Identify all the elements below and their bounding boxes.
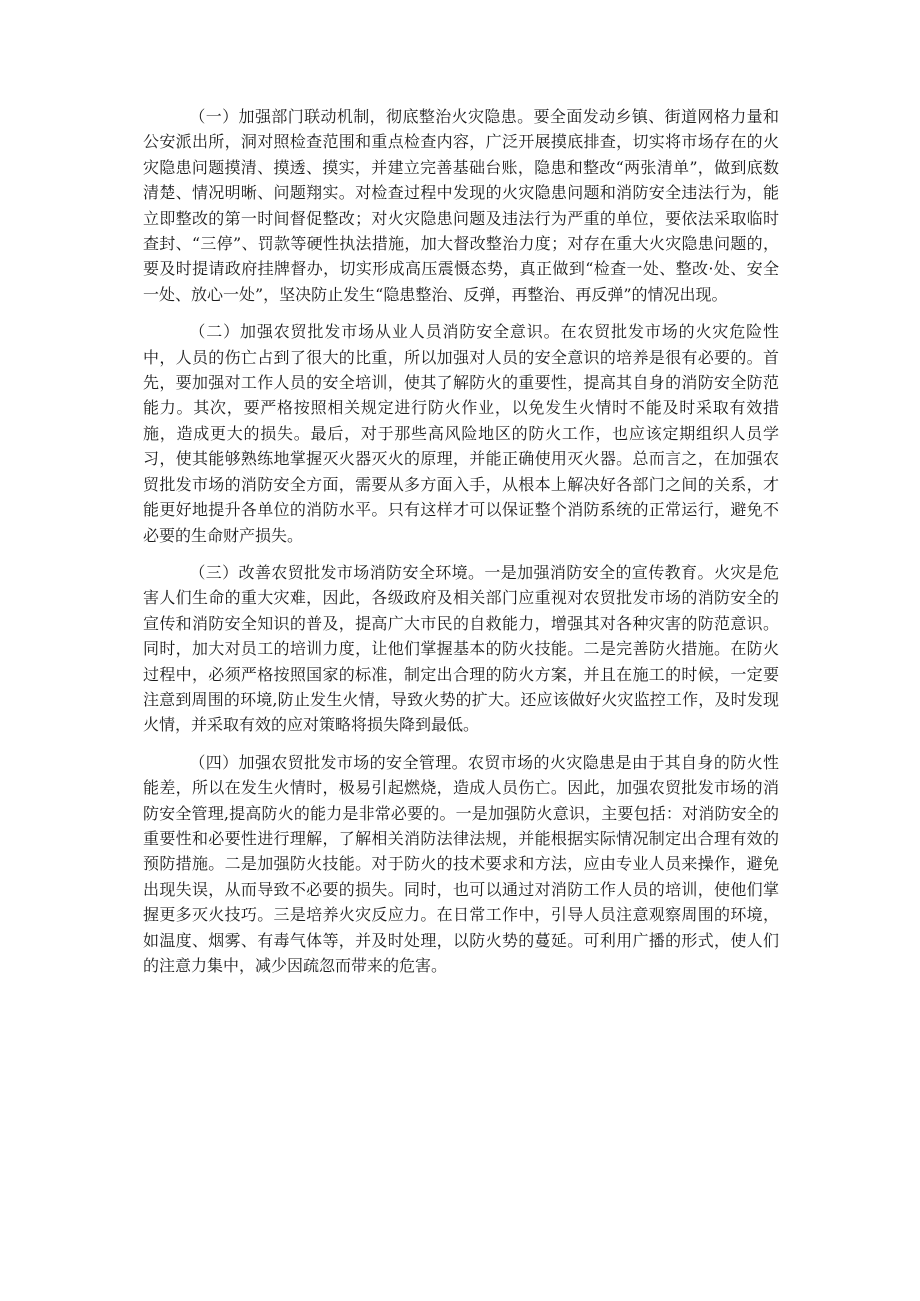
paragraph-2: （二）加强农贸批发市场从业人员消防安全意识。在农贸批发市场的火灾危险性中，人员的伤亡占到了很大的比重，所以加强对人员的安全意识的培养是很有必要的。首先，要加强对工作人员的安全培训，使其了解防火的重要性，提高其自身的消防安全防范能力。其次，要严格按照相关规定进行防火作业，以免发生火情时不能及时采取有效措施，造成更大的损失。最后，对于那些高风险地区的防火工作，也应该定期组织人员学习，使其能够熟练地掌握灭火器灭火的原理，并能正确使用灭火器。总而言之，在加强农贸批发市场的消防安全方面，需要从多方面入手，从根本上解决好各部门之间的关系，才能更好地提升各单位的消防水平。只有这样才可以保证整个消防系统的正常运行，避免不必要的生命财产损失。	[143, 322, 779, 545]
document-body	[143, 104, 779, 990]
paragraph-4: （四）加强农贸批发市场的安全管理。农贸市场的火灾隐患是由于其自身的防火性能差，所以在发生火情时，极易引起燃烧，造成人员伤亡。因此，加强农贸批发市场的消防安全管理,提高防火的能力是非常必要的。一是加强防火意识，主要包括：对消防安全的重要性和必要性进行理解，了解相关消防法律法规，并能根据实际情况制定出合理有效的预防措施。二是加强防火技能。对于防火的技术要求和方法，应由专业人员来操作，避免出现失误，从而导致不必要的损失。同时，也可以通过对消防工作人员的培训，使他们掌握更多灭火技巧。三是培养火灾反应力。在日常工作中，引导人员注意观察周围的环境，如温度、烟雾、有毒气体等，并及时处理，以防火势的蔓延。可利用广播的形式，使人们的注意力集中，减少因疏忽而带来的危害。	[143, 752, 779, 975]
paragraph-3: （三）改善农贸批发市场消防安全环境。一是加强消防安全的宣传教育。火灾是危害人们生命的重大灾难，因此，各级政府及相关部门应重视对农贸批发市场的消防安全的宣传和消防安全知识的普及，提高广大市民的自救能力，增强其对各种灾害的防范意识。同时，加大对员工的培训力度，让他们掌握基本的防火技能。二是完善防火措施。在防火过程中，必须严格按照国家的标准，制定出合理的防火方案，并且在施工的时候，一定要注意到周围的环境,防止发生火情，导致火势的扩大。还应该做好火灾监控工作，及时发现火情，并采取有效的应对策略将损失降到最低。	[143, 562, 779, 735]
paragraph-1: （一）加强部门联动机制，彻底整治火灾隐患。要全面发动乡镇、街道网格力量和公安派出所，洞对照检查范围和重点检查内容，广泛开展摸底排查，切实将市场存在的火灾隐患问题摸清、摸透、摸实，并建立完善基础台账，隐患和整改“两张清单”，做到底数清楚、情况明晰、问题翔实。对检查过程中发现的火灾隐患问题和消防安全违法行为，能立即整改的第一时间督促整改；对火灾隐患问题及违法行为严重的单位，要依法采取临时查封、“三停”、罚款等硬性执法措施，加大督改整治力度；对存在重大火灾隐患问题的，要及时提请政府挂牌督办，切实形成高压震慑态势，真正做到“检查一处、整改·处、安全一处、放心一处”，坚决防止发生“隐患整治、反弹，再整治、再反弹”的情况出现。	[143, 107, 779, 304]
